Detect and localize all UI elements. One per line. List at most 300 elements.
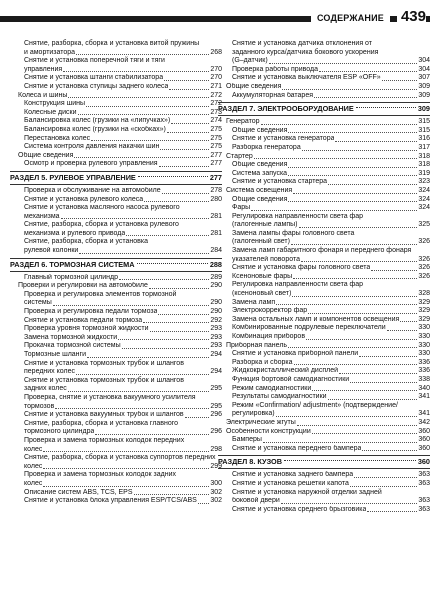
toc-entry[interactable] xyxy=(218,367,430,376)
toc-entry[interactable] xyxy=(10,489,222,498)
entry-page: 329 xyxy=(418,307,430,315)
entry-page: 293 xyxy=(210,342,222,350)
toc-entry[interactable] xyxy=(10,437,222,454)
entry-title-line: Проверка и регулировка элементов тормозной xyxy=(24,290,177,298)
entry-title: колес xyxy=(24,479,43,487)
leader-dots xyxy=(137,263,208,264)
entry-page: 278 xyxy=(210,186,222,194)
leader-dots xyxy=(306,339,417,340)
page-number: 439 xyxy=(397,8,426,26)
entry-page: 330 xyxy=(418,324,430,332)
entry-title: Комбинация приборов xyxy=(232,333,306,340)
leader-dots xyxy=(362,450,417,451)
toc-entry[interactable] xyxy=(218,506,430,515)
entry-line xyxy=(218,299,430,308)
leader-dots xyxy=(293,278,417,279)
entry-title: управления xyxy=(24,65,63,73)
entry-line xyxy=(218,66,430,75)
leader-dots xyxy=(198,503,209,504)
toc-entry[interactable] xyxy=(218,247,430,264)
entry-title: Режим самодиагностики xyxy=(232,384,312,392)
entry-title: Снятие и установка ступицы заднего колеса xyxy=(24,82,169,90)
entry-page: 326 xyxy=(418,255,430,263)
entry-line xyxy=(10,403,222,412)
toc-entry[interactable] xyxy=(218,281,430,298)
entry-line xyxy=(218,497,430,506)
section-page: 277 xyxy=(209,172,222,182)
entry-title: Перестановка колес xyxy=(24,134,91,142)
entry-title: задних колес xyxy=(24,385,67,393)
entry-line xyxy=(10,143,222,152)
entry-line xyxy=(218,359,430,368)
entry-page: 270 xyxy=(210,74,222,82)
entry-line xyxy=(218,419,430,428)
entry-page: 275 xyxy=(210,125,222,133)
toc-entry[interactable] xyxy=(218,118,430,127)
toc-entry[interactable] xyxy=(10,291,222,308)
toc-entry[interactable] xyxy=(218,230,430,247)
section-title: РАЗДЕЛ 7. ЭЛЕКТРООБОРУДОВАНИЕ xyxy=(218,104,354,114)
leader-dots xyxy=(122,348,210,349)
entry-page: 290 xyxy=(210,282,222,290)
entry-title: Снятие и установка фары головного света xyxy=(232,264,371,272)
section-title: РАЗДЕЛ 6. ТОРМОЗНАЯ СИСТЕМА xyxy=(10,259,135,269)
toc-entry[interactable] xyxy=(218,213,430,230)
entry-page: 329 xyxy=(418,298,430,306)
toc-entry[interactable] xyxy=(218,299,430,308)
entry-line xyxy=(218,204,430,213)
leader-dots xyxy=(387,330,418,331)
entry-page: 302 xyxy=(210,497,222,505)
entry-title: Система контроля давления накачки шин xyxy=(24,143,160,151)
entry-line xyxy=(218,144,430,153)
leader-dots xyxy=(328,184,417,185)
entry-page: 324 xyxy=(418,195,430,203)
toc-entry[interactable] xyxy=(218,170,430,179)
entry-line xyxy=(218,127,430,136)
toc-entry[interactable] xyxy=(10,40,222,57)
leader-dots xyxy=(263,442,417,443)
toc-entry[interactable] xyxy=(10,187,222,196)
leader-dots xyxy=(302,150,418,151)
entry-title: Осмотр и проверка рулевого управления xyxy=(24,160,158,168)
toc-entry[interactable] xyxy=(10,377,222,394)
entry-title: Ксеноновые фары xyxy=(232,272,293,280)
entry-title: Снятие и установка переднего бампера xyxy=(232,444,362,452)
entry-title: Колеса и шины xyxy=(18,91,68,99)
entry-line xyxy=(218,342,430,351)
section-title: РАЗДЕЛ 5. РУЛЕВОЕ УПРАВЛЕНИЕ xyxy=(10,172,136,182)
toc-entry[interactable] xyxy=(218,92,430,101)
entry-line xyxy=(10,480,222,489)
toc-entry[interactable] xyxy=(218,471,430,480)
entry-line xyxy=(218,161,430,170)
leader-dots xyxy=(87,357,209,358)
entry-line xyxy=(10,152,222,161)
entry-page: 325 xyxy=(418,221,430,229)
entry-title: Генератор xyxy=(226,118,260,126)
toc-entry[interactable] xyxy=(218,480,430,489)
entry-title: Снятие и установка педали тормоза xyxy=(24,316,143,324)
leader-dots xyxy=(335,141,417,142)
entry-title: Комбинированные подрулевые переключатели xyxy=(232,324,386,332)
leader-dots xyxy=(43,468,209,469)
toc-entry[interactable] xyxy=(10,411,222,420)
entry-line xyxy=(10,247,222,256)
entry-title: Общие сведения xyxy=(232,161,288,169)
entry-line xyxy=(10,334,222,343)
toc-entry[interactable] xyxy=(10,497,222,506)
entry-line xyxy=(10,135,222,144)
entry-page: 326 xyxy=(418,264,430,272)
entry-page: 273 xyxy=(210,108,222,116)
toc-entry[interactable] xyxy=(218,402,430,419)
entry-title: Снятие и установка штанги стабилизатора xyxy=(24,74,164,82)
entry-page: 290 xyxy=(210,299,222,307)
entry-title: механизма xyxy=(24,212,60,220)
entry-line xyxy=(218,74,430,83)
entry-title: передних колес xyxy=(24,368,75,376)
leader-dots xyxy=(143,322,209,323)
entry-title-line: Проверка и замена тормозных колодок передних xyxy=(24,436,185,444)
toc-entry[interactable] xyxy=(10,325,222,334)
entry-line xyxy=(10,463,222,472)
toc-entry[interactable] xyxy=(218,307,430,316)
toc-entry[interactable] xyxy=(10,317,222,326)
entry-page: 318 xyxy=(418,161,430,169)
toc-entry[interactable] xyxy=(218,264,430,273)
entry-page: 315 xyxy=(418,126,430,134)
toc-entry[interactable] xyxy=(218,316,430,325)
entry-line xyxy=(218,385,430,394)
entry-page: 340 xyxy=(418,384,430,392)
entry-title: Разборка генератора xyxy=(232,143,301,151)
toc-entry[interactable] xyxy=(218,273,430,282)
entry-line xyxy=(10,317,222,326)
entry-title-line: Снятие и установка поперечной тяги и тяги xyxy=(24,57,165,65)
toc-entry[interactable] xyxy=(10,92,222,101)
toc-entry[interactable] xyxy=(218,342,430,351)
entry-title-line: Снятие и установка датчика отклонения от xyxy=(232,40,372,47)
toc-entry[interactable] xyxy=(10,334,222,343)
toc-entry[interactable] xyxy=(10,351,222,360)
toc-entry[interactable] xyxy=(218,66,430,75)
toc-section-heading xyxy=(10,171,222,185)
toc-entry[interactable] xyxy=(10,454,222,471)
toc-entry[interactable] xyxy=(218,489,430,506)
entry-line xyxy=(10,308,222,317)
entry-title: Система освещения xyxy=(226,186,293,194)
entry-title: Фары xyxy=(232,204,251,212)
entry-title: Прокачка тормозной системы xyxy=(24,342,121,350)
entry-line xyxy=(10,187,222,196)
entry-title: Конструкция шины xyxy=(24,100,85,108)
entry-line xyxy=(218,57,430,66)
leader-dots xyxy=(185,417,210,418)
leader-dots xyxy=(61,218,210,219)
entry-title: Общие сведения xyxy=(232,195,288,203)
entry-title-line: Снятие и установка тормозных трубок и шлангов xyxy=(24,359,184,367)
entry-title: Проверка и регулировка педали тормоза xyxy=(24,308,158,316)
entry-title: Замена остальных ламп и компонентов освещения xyxy=(232,315,400,323)
entry-title: Проверка уровня тормозной жидкости xyxy=(24,325,149,333)
entry-page: 336 xyxy=(418,358,430,366)
leader-dots xyxy=(299,227,418,228)
entry-title: Жидкокристаллический дисплей xyxy=(232,367,338,375)
entry-title: (G–датчик) xyxy=(232,57,268,65)
leader-dots xyxy=(269,63,418,64)
toc-entry[interactable] xyxy=(10,152,222,161)
toc-entry[interactable] xyxy=(10,342,222,351)
entry-title: тормозного цилиндра xyxy=(24,428,95,436)
toc-entry[interactable] xyxy=(10,196,222,205)
entry-title-line: Замена лампы фары головного света xyxy=(232,229,355,237)
entry-title: Проверка и обслуживание на автомобиле xyxy=(24,186,161,194)
entry-title: Тормозные шланги xyxy=(24,351,87,358)
toc-entry[interactable] xyxy=(218,178,430,187)
leader-dots xyxy=(160,149,209,150)
entry-line xyxy=(218,221,430,230)
entry-title-line: Регулировка направленности света фар xyxy=(232,212,364,220)
entry-line xyxy=(218,238,430,247)
section-page: 288 xyxy=(209,259,222,269)
toc-entry[interactable] xyxy=(10,100,222,109)
entry-page: 292 xyxy=(210,316,222,324)
leader-dots xyxy=(400,321,417,322)
entry-line xyxy=(10,411,222,420)
entry-line xyxy=(10,196,222,205)
leader-dots xyxy=(312,433,418,434)
entry-page: 324 xyxy=(418,204,430,212)
entry-page: 272 xyxy=(210,100,222,108)
entry-page: 294 xyxy=(210,351,222,358)
entry-line xyxy=(218,264,430,273)
toc-entry[interactable] xyxy=(218,333,430,342)
toc-entry[interactable] xyxy=(10,282,222,291)
toc-entry[interactable] xyxy=(218,445,430,454)
entry-title-line: заданного курса/датчика бокового ускорения xyxy=(232,48,379,56)
entry-line xyxy=(10,325,222,334)
toc-entry[interactable] xyxy=(10,160,222,169)
entry-line xyxy=(218,92,430,101)
entry-title: Система запуска xyxy=(232,169,288,177)
entry-page: 360 xyxy=(418,436,430,444)
entry-line xyxy=(218,118,430,127)
entry-page: 336 xyxy=(418,367,430,375)
entry-line xyxy=(218,471,430,480)
toc-entry[interactable] xyxy=(218,436,430,445)
toc-entry[interactable] xyxy=(10,83,222,92)
entry-title-line: Снятие и установка наружной отделки задней xyxy=(232,488,382,496)
entry-line xyxy=(10,497,222,506)
entry-line xyxy=(10,368,222,377)
leader-dots xyxy=(76,374,209,375)
entry-line xyxy=(10,83,222,92)
toc-section-heading xyxy=(218,102,430,116)
entry-page: 342 xyxy=(418,418,430,426)
entry-page: 277 xyxy=(210,151,222,159)
entry-page: 281 xyxy=(210,229,222,237)
toc-entry[interactable] xyxy=(10,274,222,283)
entry-title-line: Проверка, снятие и установка вакуумного усилителя xyxy=(24,393,196,401)
leader-dots xyxy=(171,123,209,124)
toc-column-right xyxy=(218,40,430,514)
entry-line xyxy=(218,376,430,385)
entry-page: 277 xyxy=(210,160,222,168)
entry-line xyxy=(218,153,430,162)
entry-title: Снятие и установка заднего бампера xyxy=(232,471,354,479)
entry-line xyxy=(10,428,222,437)
entry-line xyxy=(218,506,430,515)
entry-line xyxy=(218,196,430,205)
entry-line xyxy=(218,428,430,437)
toc-entry[interactable] xyxy=(10,57,222,74)
toc-entry[interactable] xyxy=(218,144,430,153)
leader-dots xyxy=(158,314,209,315)
toc-entry[interactable] xyxy=(218,83,430,92)
leader-dots xyxy=(55,408,209,409)
entry-title: Электрические жгуты xyxy=(226,418,296,426)
entry-title: Проверка работы привода xyxy=(232,65,318,73)
entry-title: механизма и рулевого привода xyxy=(24,229,126,237)
leader-dots xyxy=(43,451,209,452)
toc-entry[interactable] xyxy=(218,196,430,205)
toc-entry[interactable] xyxy=(218,376,430,385)
toc-entry[interactable] xyxy=(10,135,222,144)
toc-entry[interactable] xyxy=(218,419,430,428)
leader-dots xyxy=(281,503,418,504)
toc-entry[interactable] xyxy=(218,40,430,66)
entry-title: (галогенные лампы) xyxy=(232,221,298,229)
leader-dots xyxy=(371,270,417,271)
toc-entry[interactable] xyxy=(10,221,222,238)
leader-dots xyxy=(254,158,418,159)
toc-entry[interactable] xyxy=(10,394,222,411)
entry-page: 363 xyxy=(418,497,430,505)
toc-entry[interactable] xyxy=(218,74,430,83)
entry-page: 295 xyxy=(210,402,222,410)
section-page: 360 xyxy=(417,457,430,467)
entry-page: 280 xyxy=(210,195,222,203)
entry-page: 271 xyxy=(210,82,222,90)
leader-dots xyxy=(76,54,209,55)
leader-dots xyxy=(354,477,417,478)
toc-entry[interactable] xyxy=(10,126,222,135)
entry-title-line: Регулировка направленности света фар xyxy=(232,281,364,289)
toc-entry[interactable] xyxy=(218,385,430,394)
entry-title: Общие сведения xyxy=(18,151,74,159)
section-page: 309 xyxy=(417,104,430,114)
entry-title: колес xyxy=(24,462,43,470)
toc-entry[interactable] xyxy=(10,74,222,83)
leader-dots xyxy=(119,279,209,280)
entry-page: 304 xyxy=(418,65,430,73)
entry-title: и амортизатора xyxy=(24,48,76,56)
entry-title: Снятие и установка стартера xyxy=(232,178,328,186)
entry-line xyxy=(218,83,430,92)
entry-page: 275 xyxy=(210,134,222,142)
entry-page: 330 xyxy=(418,350,430,358)
toc-entry[interactable] xyxy=(218,153,430,162)
toc-entry[interactable] xyxy=(10,204,222,221)
leader-dots xyxy=(150,331,210,332)
entry-title: колес xyxy=(24,445,43,453)
toc-entry[interactable] xyxy=(10,109,222,118)
entry-line xyxy=(218,316,430,325)
toc-entry[interactable] xyxy=(218,393,430,402)
entry-page: 281 xyxy=(210,212,222,220)
entry-page: 329 xyxy=(418,315,430,323)
toc-entry[interactable] xyxy=(10,420,222,437)
entry-page: 341 xyxy=(418,410,430,418)
leader-dots xyxy=(294,364,418,365)
toc-entry[interactable] xyxy=(10,471,222,488)
entry-page: 293 xyxy=(210,325,222,333)
entry-title: Общие сведения xyxy=(226,82,282,90)
toc-entry[interactable] xyxy=(218,127,430,136)
toc-entry[interactable] xyxy=(218,350,430,359)
entry-line xyxy=(218,307,430,316)
leader-dots xyxy=(288,175,417,176)
entry-title: Проверки и регулировки на автомобиле xyxy=(18,282,148,290)
toc-entry[interactable] xyxy=(218,359,430,368)
entry-line xyxy=(10,489,222,498)
entry-page: 363 xyxy=(418,471,430,479)
page-header xyxy=(0,0,430,30)
toc-section-heading xyxy=(218,455,430,469)
entry-title: указателей поворота xyxy=(232,255,300,263)
entry-page: 360 xyxy=(418,427,430,435)
toc-entry[interactable] xyxy=(218,135,430,144)
entry-title-line: Снятие, разборка, сборка и установка суппортов передних xyxy=(24,454,216,462)
toc-entry[interactable] xyxy=(218,428,430,437)
leader-dots xyxy=(288,132,417,133)
toc-entry[interactable] xyxy=(218,204,430,213)
section-title: РАЗДЕЛ 8. КУЗОВ xyxy=(218,457,282,467)
entry-line xyxy=(10,351,222,360)
toc-entry[interactable] xyxy=(218,187,430,196)
entry-page: 300 xyxy=(210,479,222,487)
entry-page: 309 xyxy=(418,91,430,99)
entry-line xyxy=(10,49,222,58)
toc-entry[interactable] xyxy=(218,161,430,170)
toc-entry[interactable] xyxy=(218,324,430,333)
entry-line xyxy=(10,126,222,135)
entry-line xyxy=(218,187,430,196)
toc-entry[interactable] xyxy=(10,117,222,126)
entry-page: 289 xyxy=(210,273,222,281)
toc-entry[interactable] xyxy=(10,238,222,255)
entry-line xyxy=(218,290,430,299)
toc-entry[interactable] xyxy=(10,360,222,377)
entry-title: Приборная панель xyxy=(226,341,288,349)
entry-title: Колесные диски xyxy=(24,108,77,116)
toc-entry[interactable] xyxy=(10,308,222,317)
toc-entry[interactable] xyxy=(10,143,222,152)
leader-dots xyxy=(308,313,417,314)
leader-dots xyxy=(301,261,417,262)
entry-page: 315 xyxy=(418,118,430,126)
entry-page: 290 xyxy=(210,308,222,316)
entry-page: 363 xyxy=(418,505,430,513)
entry-page: 272 xyxy=(210,91,222,99)
entry-line xyxy=(218,324,430,333)
entry-line xyxy=(218,410,430,419)
entry-title: Бамперы xyxy=(232,436,262,444)
entry-line xyxy=(10,66,222,75)
leader-dots xyxy=(162,193,210,194)
entry-page: 341 xyxy=(418,393,430,401)
